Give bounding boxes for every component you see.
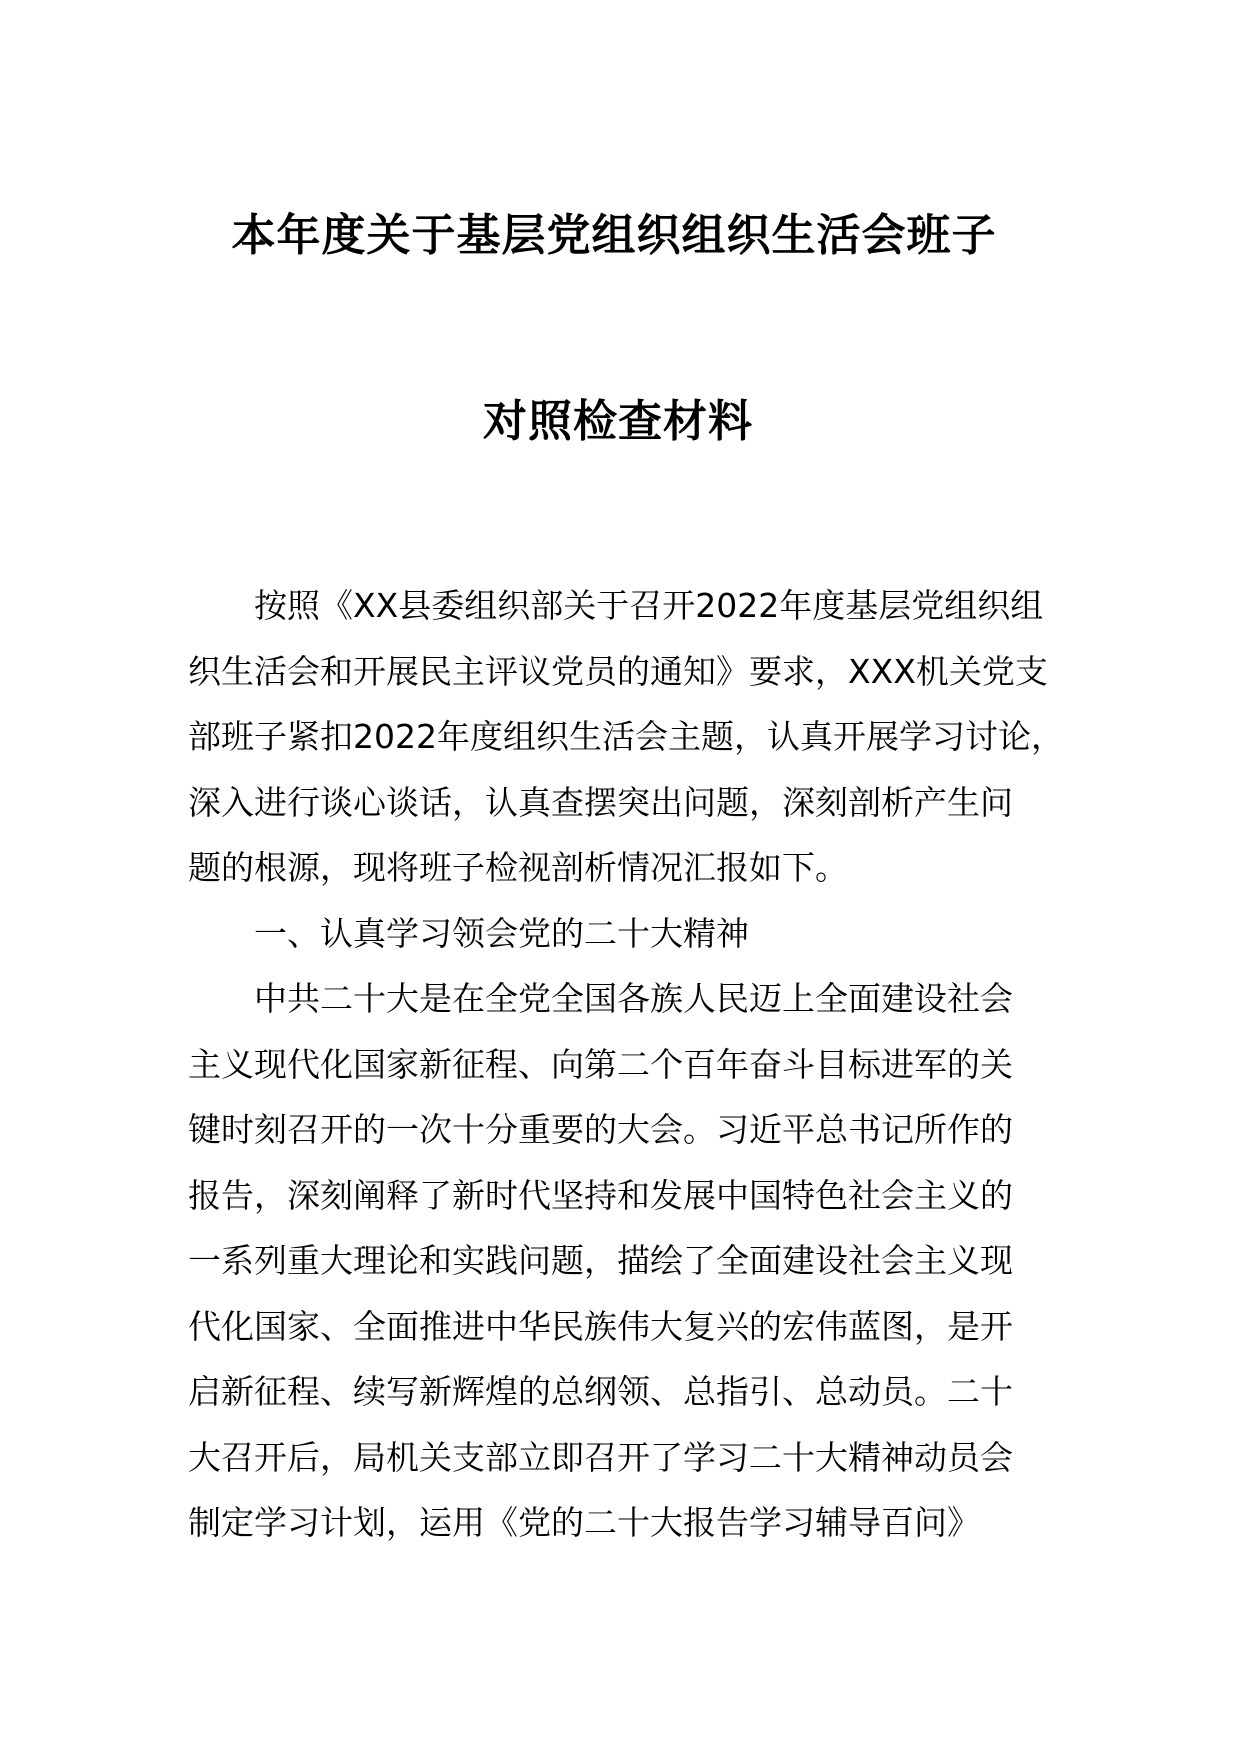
paragraph-line: 键时刻召开的一次十分重要的大会。习近平总书记所作的 [188, 1110, 1013, 1149]
paragraph-line: 制定学习计划，运用《党的二十大报告学习辅导百问》 [188, 1503, 980, 1542]
paragraph-line: 织生活会和开展民主评议党员的通知》要求，XXX机关党支 [188, 651, 1048, 691]
document-title-line-2: 对照检查材料 [483, 396, 753, 447]
paragraph-line: 按照《XX县委组织部关于召开2022年度基层党组织组 [254, 586, 1044, 625]
paragraph-line: 中共二十大是在全党全国各族人民迈上全面建设社会 [254, 979, 1013, 1018]
paragraph-line: 深入进行谈心谈话，认真查摆突出问题，深刻剖析产生问 [188, 782, 1013, 822]
document-title-line-1: 本年度关于基层党组织组织生活会班子 [231, 210, 997, 261]
paragraph-line: 题的根源，现将班子检视剖析情况汇报如下。 [188, 848, 848, 887]
paragraph-line: 大召开后，局机关支部立即召开了学习二十大精神动员会 [188, 1437, 1013, 1477]
section-heading: 一、认真学习领会党的二十大精神 [254, 913, 749, 953]
document-body [188, 573, 1088, 1556]
paragraph-line: 报告，深刻阐释了新时代坚持和发展中国特色社会主义的 [188, 1175, 1013, 1215]
paragraph-line: 部班子紧扣2022年度组织生活会主题，认真开展学习讨论， [188, 717, 1064, 756]
paragraph-line: 启新征程、续写新辉煌的总纲领、总指引、总动员。二十 [188, 1372, 1013, 1411]
paragraph-line: 一系列重大理论和实践问题，描绘了全面建设社会主义现 [188, 1241, 1013, 1280]
paragraph-line: 代化国家、全面推进中华民族伟大复兴的宏伟蓝图，是开 [188, 1306, 1013, 1346]
paragraph-line: 主义现代化国家新征程、向第二个百年奋斗目标进军的关 [188, 1044, 1013, 1084]
